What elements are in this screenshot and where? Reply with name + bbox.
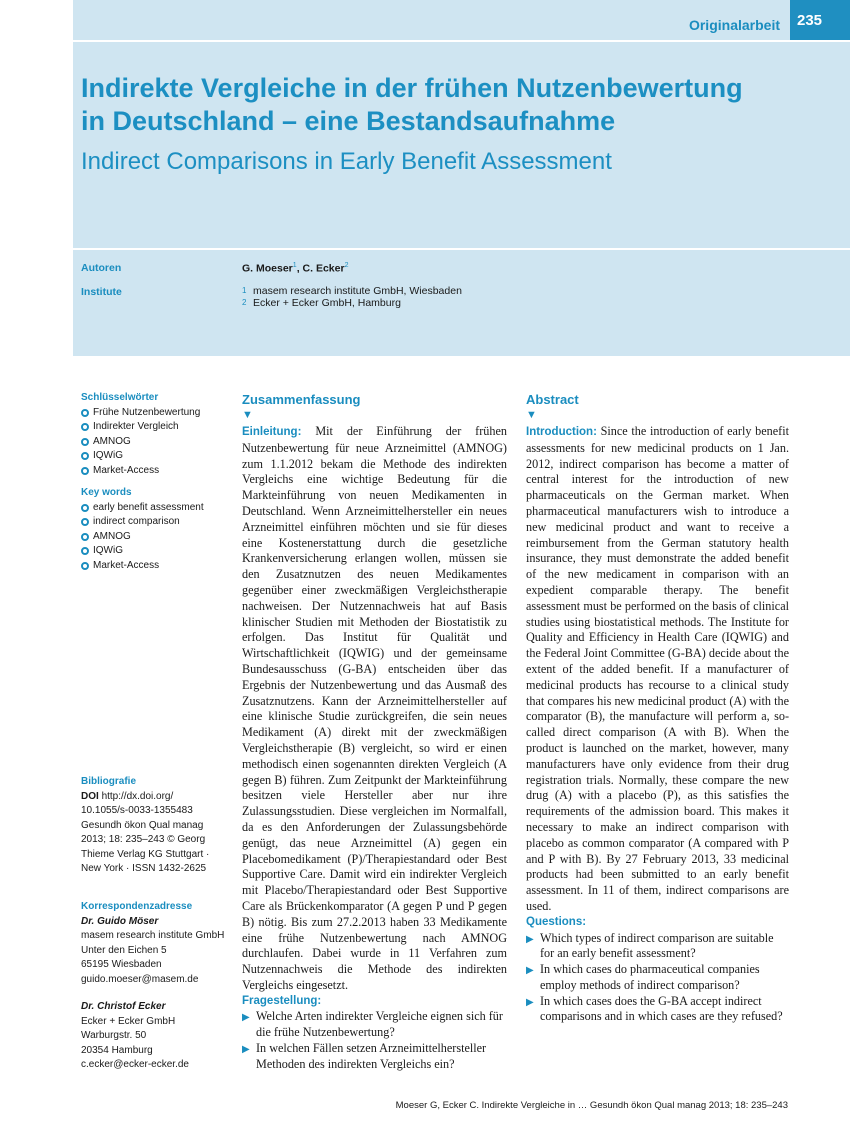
triangle-bullet-icon: ▶ [526,965,534,977]
questions-heading: Fragestellung: [242,994,322,1007]
section-marker-icon: ▼ [242,409,253,421]
keyword-text: Indirekter Vergleich [93,421,179,432]
institutes-label: Institute [81,286,122,298]
author-name: C. Ecker [302,262,345,275]
keyword-text: Market-Access [93,559,160,571]
bibliography-block [81,775,231,877]
title-german-line: in Deutschland – eine Bestandsaufnahme [81,106,616,136]
contact-email[interactable]: guido.moeser@masem.de [81,973,199,985]
authors [242,262,348,275]
affiliation-mark: 2 [344,262,349,269]
contact-name: Dr. Guido Möser [81,915,159,927]
bibliography-line: New York · ISSN 1432-2625 [81,863,207,874]
keyword-text: IQWiG [93,450,123,461]
contact-line: Warburgstr. 50 [81,1030,147,1041]
bullet-ring-icon [81,423,89,431]
triangle-bullet-icon: ▶ [242,1012,250,1024]
question-item [526,931,789,963]
intro-text: Since the introduction of early benefit assessments for new medicinal products on 1 Jan. 2012, indirect comparison has become a matter of central interest for the introduction of new pharmaceuticals on the German market. When pharmaceutical manufacturers wish to introduce a new medicinal product and want to receive a reimbursement from the German statutory health insurance, they must demonstrate the added benefit of the new medicament in comparison with an expedient comparable therapy. The benefit assessment must be performed on the basis of clinical studies using biostatistical methods. The Institute for Quality and Efficiency in Health Care (IQWIG) and the Federal Joint Committee (G-BA) decide about the extent of the added benefit. If a manufacturer of medicinal products has recourse to a clinical study that compares his new medicinal product (A) with the comparator (B), the manufacture will perform a, so-called direct comparison (A with B). When the product is launched on the market, however, many manufacturers have only evidence from their drug registration trials. Normally, these compare the new drug (A) with a placebo (P), as this satisfies the requirements of the admission board. This makes it necessary to make an indirect comparison with placebo as common comparator (A compared with P and P with B). By 27 February 2013, 33 medicinal products had been submitted to an early benefit assessment. In 11 of them, indirect comparisons are used. [526,424,789,913]
article-rubric: Originalarbeit [688,17,780,33]
bibliography-line: Thieme Verlag KG Stuttgart · [81,848,210,860]
title-german-line: Indirekte Vergleiche in der frühen Nutzenbewertung [81,73,743,103]
contact-line: Unter den Eichen 5 [81,944,167,956]
bullet-ring-icon [81,562,89,570]
keyword-item [81,406,231,421]
institute-text: masem research institute GmbH, Wiesbaden [253,285,462,297]
bullet-ring-icon [81,467,89,475]
question-item [242,1009,507,1041]
author-name: G. Moeser [242,262,293,275]
contact-line: Ecker + Ecker GmbH [81,1015,176,1027]
authors-label: Autoren [81,262,122,274]
keyword-text: Frühe Nutzenbewertung [93,406,201,418]
keywords-block [81,391,231,573]
intro-label: Einleitung: [242,426,302,438]
doi-line [81,790,231,805]
page-number: 235 [790,0,850,40]
questions-heading: Questions: [526,915,587,928]
title-english: Indirect Comparisons in Early Benefit Assessment [81,148,612,175]
bibliography-line: 2013; 18: 235–243 © Georg [81,834,206,845]
contact-email[interactable]: c.ecker@ecker-ecker.de [81,1059,189,1070]
question-text: Which types of indirect comparison are suitable for an early benefit assessment? [540,930,774,961]
question-text: In which cases does the G-BA accept indirect comparisons and in which cases are they refused? [540,993,783,1024]
triangle-bullet-icon: ▶ [242,1044,250,1056]
doi-link[interactable]: http://dx.doi.org/ [101,790,174,802]
bullet-ring-icon [81,547,89,555]
keyword-text: AMNOG [93,530,131,542]
bibliography-line: Gesundh ökon Qual manag [81,819,204,831]
institute-item [242,297,462,309]
triangle-bullet-icon: ▶ [526,933,534,945]
keyword-item [81,501,231,516]
institute-number: 2 [242,298,247,307]
question-text: Welche Arten indirekter Vergleiche eignen sich für die frühe Nutzenbewertung? [256,1009,503,1040]
institutes [242,285,462,309]
keyword-text: IQWiG [93,545,123,556]
section-marker-icon: ▼ [526,409,537,421]
header-divider [73,40,850,42]
keyword-text: Market-Access [93,464,160,476]
correspondence-heading: Korrespondenzadresse [81,901,193,912]
abstract-column [526,392,789,1025]
question-text: In which cases do pharmaceutical companies employ methods of indirect comparison? [540,962,760,992]
bullet-ring-icon [81,518,89,526]
bullet-ring-icon [81,504,89,512]
contact-line: 65195 Wiesbaden [81,959,162,970]
zusammenfassung-column [242,392,507,1073]
institute-number: 1 [242,286,247,295]
zusammenfassung-heading: Zusammenfassung [242,392,361,407]
keyword-item [81,530,231,545]
header-divider [73,248,850,250]
institute-text: Ecker + Ecker GmbH, Hamburg [253,297,401,309]
abstract-heading: Abstract [526,392,579,407]
bibliography-heading: Bibliografie [81,776,137,787]
contact-name: Dr. Christof Ecker [81,1001,166,1012]
zusammenfassung-intro [242,424,507,994]
bullet-ring-icon [81,452,89,460]
abstract-intro [526,424,789,915]
contact-line: masem research institute GmbH [81,930,225,941]
triangle-bullet-icon: ▶ [526,996,534,1008]
bullet-ring-icon [81,409,89,417]
intro-label: Introduction: [526,426,597,438]
affiliation-mark: 1 [292,262,297,269]
keywords-de-heading: Schlüsselwörter [81,392,159,403]
keyword-item [81,420,231,435]
keywords-en-heading: Key words [81,487,132,498]
correspondence-block [81,900,231,1073]
keyword-text: early benefit assessment [93,501,204,513]
author-separator: , [296,262,303,275]
bullet-ring-icon [81,438,89,446]
institute-item [242,285,462,297]
question-item [242,1041,507,1073]
bibliography-line: 10.1055/s-0033-1355483 [81,805,193,816]
question-item [526,962,789,994]
bullet-ring-icon [81,533,89,541]
title-german [81,72,821,138]
question-item [526,994,789,1026]
keyword-item [81,449,231,464]
keyword-item [81,435,231,450]
keyword-text: indirect comparison [93,516,180,527]
footer-citation: Moeser G, Ecker C. Indirekte Vergleiche in … Gesundh ökon Qual manag 2013; 18: 235–243 [395,1100,788,1111]
keyword-item [81,464,231,479]
keyword-item [81,544,231,559]
doi-label: DOI [81,790,99,802]
question-text: In welchen Fällen setzen Arzneimittelhersteller Methoden des indirekten Vergleichs ein? [256,1041,487,1071]
contact-line: 20354 Hamburg [81,1044,153,1056]
keyword-item [81,515,231,530]
keyword-text: AMNOG [93,435,131,447]
intro-text: Mit der Einführung der frühen Nutzenbewertung für neue Arzneimittel (AMNOG) zum 1.1.2012 bekam die Methode des indirekten Vergleichs eine wichtige Bedeutung für die Markteinführung von neuen Medikamenten in Deutschland. Wenn Arzneimittelhersteller ein neues Arzneimittel einführen möchten und sie für dieses eine Kostenerstattung durch die gesetzliche Krankenversicherung erlangen wollen, müssen sie den Zusatznutzen des neuen Medikamentes gegenüber einer zweckmäßigen Vergleichstherapie nachweisen. Der Nutzennachweis hat auf Basis klinischer Studien mit Methoden der Biostatistik zu erfolgen. Das Institut für Qualität und Wirtschaftlichkeit (IQWIG) und der gemeinsame Bundesausschuss (G-BA) entscheiden über das Ergebnis der Nutzenbewertung und das Ausmaß des Zusatznutzens. Kann der Arzneimittelhersteller auf eine klinische Studie zurückgreifen, die sein neues Medikament (A) direkt mit der zweckmäßigen Vergleichstherapie (B) vergleicht, so wird er einen methodisch einen sogenannten direkten Vergleich (A gegen B) führen. Zum Zeitpunkt der Markteinführung besitzen viele Hersteller aber nur ihre Zulassungsstudien. Diese vergleichen im Normalfall, da es den Anforderungen der Zulassungsbehörde genügt, das neue Arzneimittel (A) gegen ein Placebomedikament (P)/Therapiestandard oder Best Supportive Care. Damit wird ein indirekter Vergleich mit Placebo/Therapiestandard oder Best Supportive Care als Brückenkomparator (A gegen P und P gegen B) nötig. Bis zum 27.2.2013 haben 33 Medikamente eine frühe Nutzenbewertung nach AMNOG durchlaufen. Dabei wurde in 11 Verfahren zum Nutzennachweis die Methode des indirekten Vergleichs eingesetzt. [242,424,507,992]
keyword-item [81,559,231,574]
